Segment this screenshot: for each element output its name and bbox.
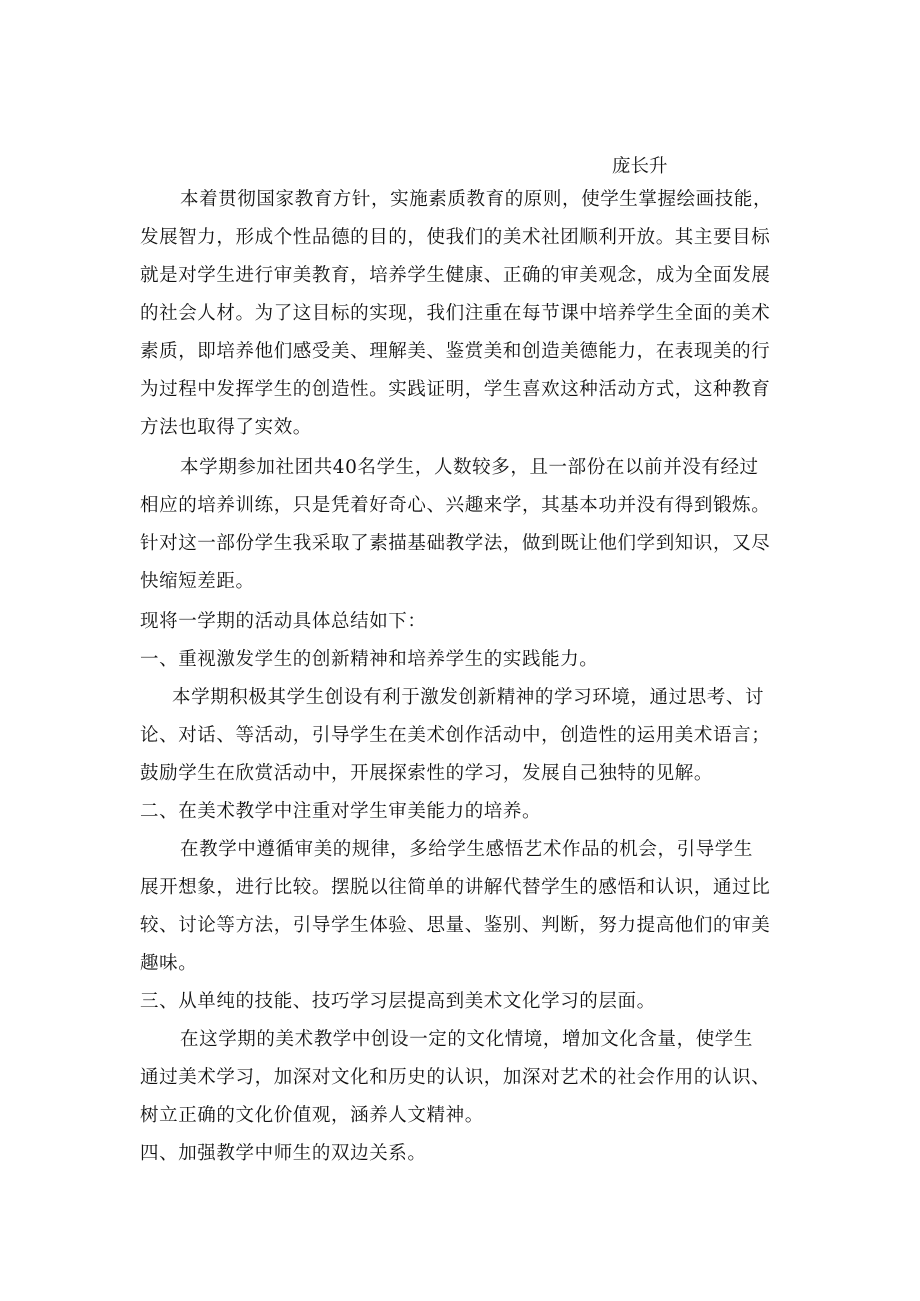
section-heading-1: 一、重视激发学生的创新精神和培养学生的实践能力。	[140, 649, 599, 670]
section-heading-3: 三、从单纯的技能、技巧学习层提高到美术文化学习的层面。	[140, 991, 656, 1012]
paragraph-line: 展开想象，进行比较。摆脱以往简单的讲解代替学生的感悟和认识，通过比	[140, 877, 771, 898]
paragraph-line: 在教学中遵循审美的规律，多给学生感悟艺术作品的机会，引导学生	[180, 839, 754, 860]
paragraph-line: 本着贯彻国家教育方针，实施素质教育的原则，使学生掌握绘画技能，	[180, 189, 773, 210]
paragraph-line: 本学期参加社团共40名学生，人数较多，且一部份在以前并没有经过	[180, 457, 759, 478]
paragraph-line: 相应的培养训练，只是凭着好奇心、兴趣来学，其基本功并没有得到锻炼。	[140, 495, 771, 516]
paragraph-line: 趣味。	[140, 953, 198, 974]
section-heading-2: 二、在美术教学中注重对学生审美能力的培养。	[140, 801, 542, 822]
author-name: 庞长升	[612, 156, 668, 177]
paragraph-line: 论、对话、等活动，引导学生在美术创作活动中，创造性的运用美术语言；	[140, 725, 771, 746]
paragraph-line: 为过程中发挥学生的创造性。实践证明，学生喜欢这种活动方式，这种教育	[140, 379, 771, 400]
paragraph-line: 树立正确的文化价值观，涵养人文精神。	[140, 1105, 484, 1126]
paragraph-line: 本学期积极其学生创设有利于激发创新精神的学习环境，通过思考、讨	[172, 687, 765, 708]
paragraph-line: 素质，即培养他们感受美、理解美、鉴赏美和创造美德能力，在表现美的行	[140, 341, 771, 362]
paragraph-line: 发展智力，形成个性品德的目的，使我们的美术社团顺利开放。其主要目标	[140, 227, 771, 248]
paragraph-line: 的社会人材。为了这目标的实现，我们注重在每节课中培养学生全面的美术	[140, 303, 771, 324]
paragraph-line: 快缩短差距。	[140, 571, 255, 592]
paragraph-line: 在这学期的美术教学中创设一定的文化情境，增加文化含量，使学生	[180, 1029, 754, 1050]
paragraph-line: 就是对学生进行审美教育，培养学生健康、正确的审美观念，成为全面发展	[140, 265, 771, 286]
summary-intro: 现将一学期的活动具体总结如下：	[140, 611, 427, 632]
paragraph-line: 较、讨论等方法，引导学生体验、思量、鉴别、判断，努力提高他们的审美	[140, 915, 771, 936]
paragraph-line: 方法也取得了实效。	[140, 417, 312, 438]
paragraph-line: 针对这一部份学生我采取了素描基础教学法，做到既让他们学到知识，又尽	[140, 533, 771, 554]
paragraph-line: 通过美术学习，加深对文化和历史的认识，加深对艺术的社会作用的认识、	[140, 1067, 771, 1088]
paragraph-line: 鼓励学生在欣赏活动中，开展探索性的学习，发展自己独特的见解。	[140, 763, 714, 784]
section-heading-4: 四、加强教学中师生的双边关系。	[140, 1143, 427, 1164]
